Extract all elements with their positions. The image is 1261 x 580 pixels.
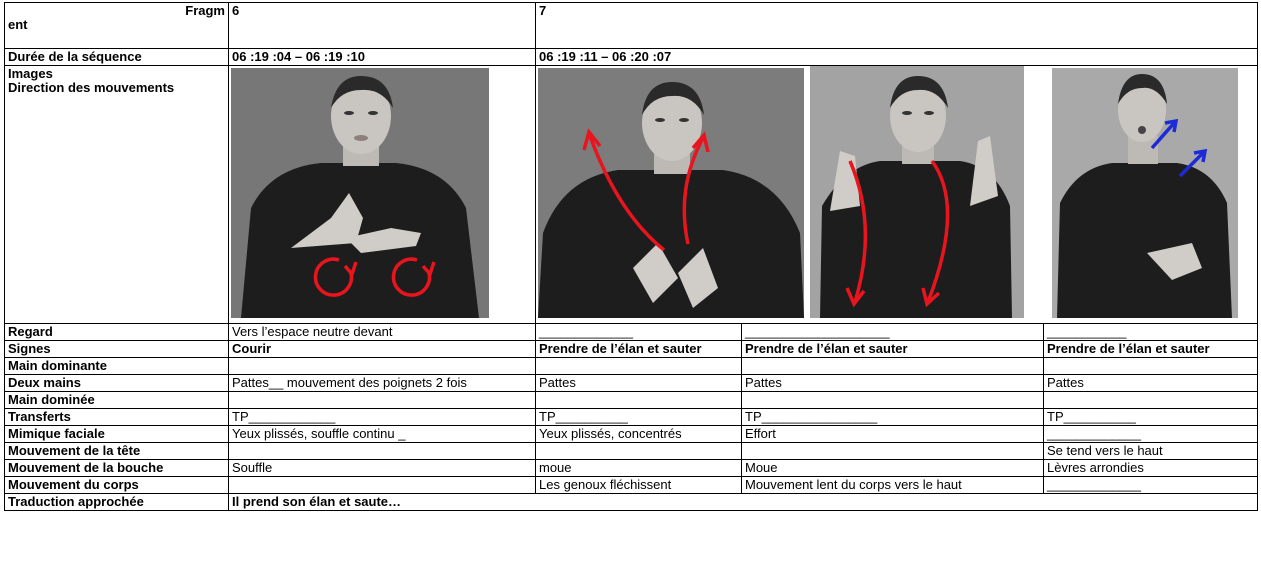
annotation-table bbox=[4, 2, 1258, 511]
deux-mains-c2: Pattes bbox=[536, 375, 742, 392]
deux-mains-c3: Pattes bbox=[742, 375, 1044, 392]
main-dominee-c1 bbox=[229, 392, 536, 409]
image-cell-2 bbox=[536, 66, 1258, 324]
corps-c3: Mouvement lent du corps vers le haut bbox=[742, 477, 1044, 494]
duration-seq6: 06 :19 :04 – 06 :19 :10 bbox=[229, 49, 536, 66]
duration-label: Durée de la séquence bbox=[5, 49, 229, 66]
bouche-c1: Souffle bbox=[229, 460, 536, 477]
traduction-value: Il prend son élan et saute… bbox=[229, 494, 1258, 511]
transferts-label: Transferts bbox=[5, 409, 229, 426]
arrow-overlay-2 bbox=[538, 68, 804, 318]
signes-c3: Prendre de l’élan et sauter bbox=[742, 341, 1044, 358]
mimique-label: Mimique faciale bbox=[5, 426, 229, 443]
traduction-label: Traduction approchée bbox=[5, 494, 229, 511]
signes-label: Signes bbox=[5, 341, 229, 358]
images-label-line1: Images bbox=[8, 66, 53, 81]
regard-label: Regard bbox=[5, 324, 229, 341]
corps-label: Mouvement du corps bbox=[5, 477, 229, 494]
arrow-overlay-1 bbox=[231, 68, 489, 318]
deux-mains-c1: Pattes__ mouvement des poignets 2 fois bbox=[229, 375, 536, 392]
fragment-7: 7 bbox=[536, 3, 1258, 49]
main-dominee-c4 bbox=[1044, 392, 1258, 409]
regard-c2: _____________ bbox=[536, 324, 742, 341]
image-cell-1 bbox=[229, 66, 536, 324]
curved-arrow-up-icon bbox=[684, 138, 703, 244]
bouche-c2: moue bbox=[536, 460, 742, 477]
signes-c2: Prendre de l’élan et sauter bbox=[536, 341, 742, 358]
corps-c4: _____________ bbox=[1044, 477, 1258, 494]
corps-c1 bbox=[229, 477, 536, 494]
corps-c2: Les genoux fléchissent bbox=[536, 477, 742, 494]
regard-c1: Vers l’espace neutre devant bbox=[229, 324, 536, 341]
main-dominee-c3 bbox=[742, 392, 1044, 409]
fragment-label bbox=[5, 3, 229, 49]
tete-label: Mouvement de la tête bbox=[5, 443, 229, 460]
main-dominee-c2 bbox=[536, 392, 742, 409]
main-dominante-c3 bbox=[742, 358, 1044, 375]
transferts-c1: TP____________ bbox=[229, 409, 536, 426]
main-dominante-label: Main dominante bbox=[5, 358, 229, 375]
circular-arrow-icon bbox=[315, 259, 351, 295]
tete-c4: Se tend vers le haut bbox=[1044, 443, 1258, 460]
images-label-line2: Direction des mouvements bbox=[8, 80, 175, 95]
curved-arrow-up-icon bbox=[590, 136, 664, 250]
arrow-overlay-3 bbox=[810, 66, 1024, 318]
photo-elan-1 bbox=[538, 68, 804, 318]
photo-courir bbox=[231, 68, 489, 318]
arrow-overlay-4 bbox=[1052, 68, 1238, 318]
photo-elan-3 bbox=[1052, 68, 1238, 318]
mimique-c4: _____________ bbox=[1044, 426, 1258, 443]
tete-c1 bbox=[229, 443, 536, 460]
transferts-c3: TP________________ bbox=[742, 409, 1044, 426]
main-dominante-c1 bbox=[229, 358, 536, 375]
images-label bbox=[5, 66, 229, 324]
mimique-c3: Effort bbox=[742, 426, 1044, 443]
circular-arrow-icon bbox=[393, 259, 429, 295]
mimique-c1: Yeux plissés, souffle continu _ bbox=[229, 426, 536, 443]
mimique-c2: Yeux plissés, concentrés bbox=[536, 426, 742, 443]
duration-seq7: 06 :19 :11 – 06 :20 :07 bbox=[536, 49, 1258, 66]
tete-c2 bbox=[536, 443, 742, 460]
main-dominante-c2 bbox=[536, 358, 742, 375]
main-dominee-label: Main dominée bbox=[5, 392, 229, 409]
tete-c3 bbox=[742, 443, 1044, 460]
signes-c4: Prendre de l’élan et sauter bbox=[1044, 341, 1258, 358]
regard-c4: ___________ bbox=[1044, 324, 1258, 341]
regard-c3: ____________________ bbox=[742, 324, 1044, 341]
transferts-c4: TP__________ bbox=[1044, 409, 1258, 426]
fragment-6: 6 bbox=[229, 3, 536, 49]
transferts-c2: TP__________ bbox=[536, 409, 742, 426]
bouche-c3: Moue bbox=[742, 460, 1044, 477]
signes-c1: Courir bbox=[229, 341, 536, 358]
fragment-label-line2: ent bbox=[8, 17, 28, 32]
curved-arrow-down-icon bbox=[850, 161, 865, 302]
straight-arrow-up-icon bbox=[1152, 122, 1175, 148]
photo-elan-2 bbox=[810, 66, 1024, 318]
straight-arrow-up-icon bbox=[1180, 152, 1204, 176]
bouche-label: Mouvement de la bouche bbox=[5, 460, 229, 477]
deux-mains-c4: Pattes bbox=[1044, 375, 1258, 392]
fragment-label-line1: Fragm bbox=[185, 3, 225, 18]
main-dominante-c4 bbox=[1044, 358, 1258, 375]
deux-mains-label: Deux mains bbox=[5, 375, 229, 392]
curved-arrow-down-icon bbox=[928, 161, 948, 302]
bouche-c4: Lèvres arrondies bbox=[1044, 460, 1258, 477]
